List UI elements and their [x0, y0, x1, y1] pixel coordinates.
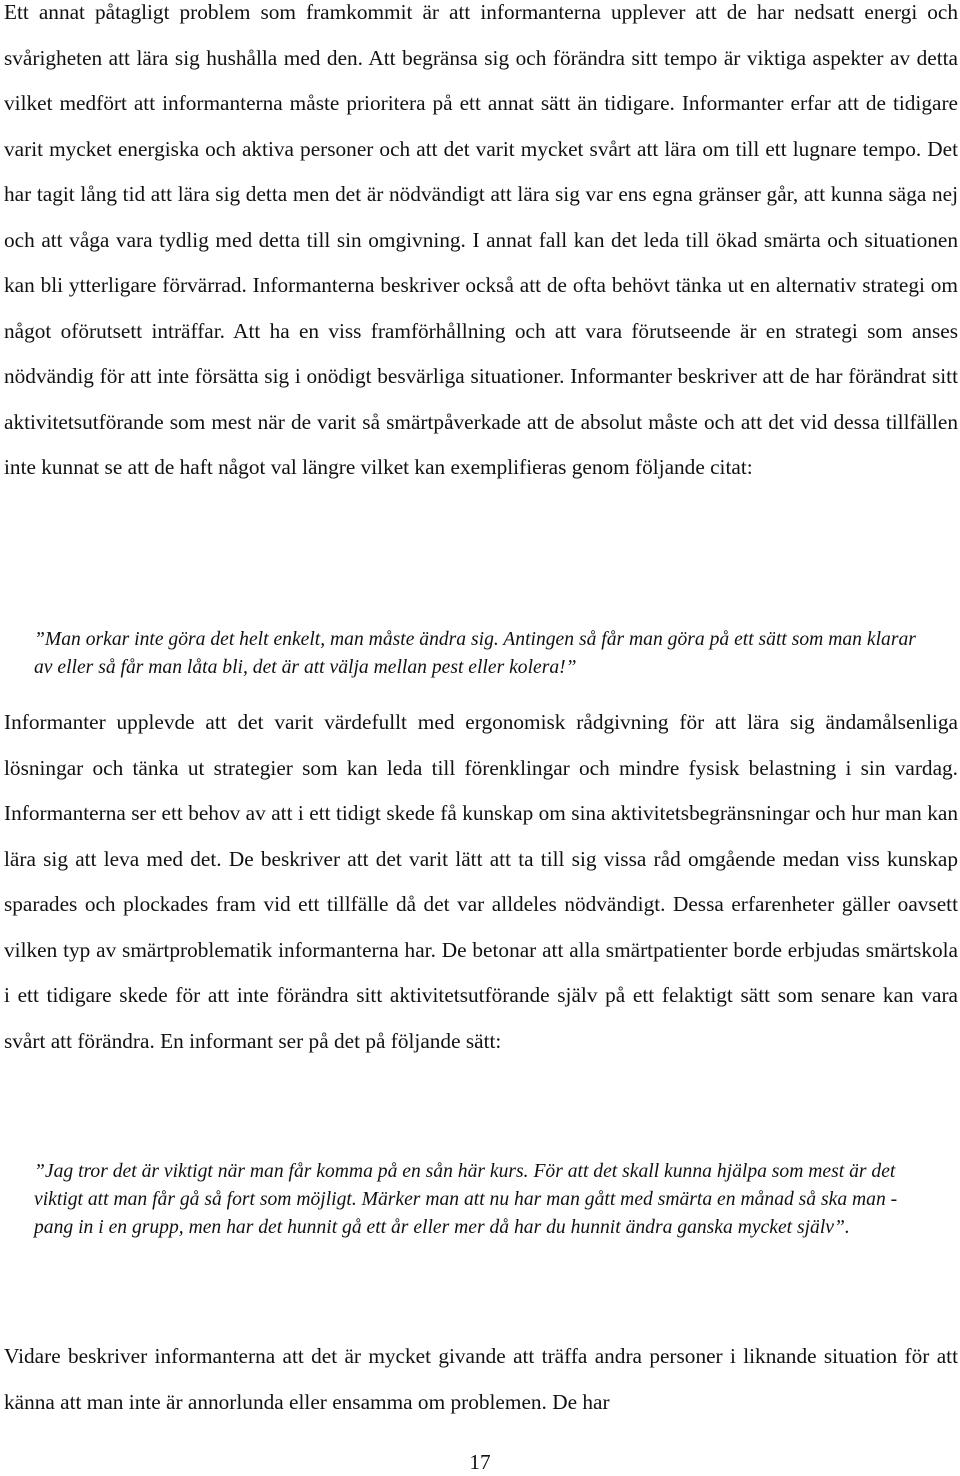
page-number: 17 — [469, 1450, 491, 1474]
body-paragraph-3: Vidare beskriver informanterna att det är mycket givande att träffa andra personer i liknande situation för att känna att man inte är annorlunda eller ensamma om problemen. De har — [4, 1344, 958, 1414]
block-quote-1: ”Man orkar inte göra det helt enkelt, man måste ändra sig. Antingen så får man göra på ett sätt som man klarar av eller så får man låta bli, det är att välja mellan pest eller kolera!” — [34, 629, 916, 678]
body-paragraph-1: Ett annat påtagligt problem som framkommit är att informanterna upplever att de har nedsatt energi och svårigheten att lära sig hushålla med den. Att begränsa sig och förändra sitt tempo är viktiga aspekter av detta vilket medfört att informanterna måste prioritera på ett annat sätt än tidigare. Informanter erfar att de tidigare varit mycket energiska och aktiva personer och att det varit mycket svårt att lära om till ett lugnare tempo. Det har tagit lång tid att lära sig detta men det är nödvändigt att lära sig var ens egna gränser går, att kunna säga nej och att våga vara tydlig med detta till sin omgivning. I annat fall kan det leda till ökad smärta och situationen kan bli ytterligare förvärrad. Informanterna beskriver också att de ofta behövt tänka ut en alternativ strategi om något oförutsett inträffar. Att ha en viss framförhållning och att vara förutseende är en strategi som anses nödvändig för att inte försätta sig i onödigt besvärliga situationer. Informanter beskriver att de har förändrat sitt aktivitetsutförande som mest när de varit så smärtpåverkade att de absolut måste och att det vid dessa tillfällen inte kunnat se att de haft något val längre vilket kan exemplifieras genom följande citat: — [4, 0, 958, 479]
body-paragraph-2: Informanter upplevde att det varit värdefullt med ergonomisk rådgivning för att lära sig ändamålsenliga lösningar och tänka ut strategier som kan leda till förenklingar och mindre fysisk belastning i sin vardag. Informanterna ser ett behov av att i ett tidigt skede få kunskap om sina aktivitetsbegränsningar och hur man kan lära sig att leva med det. De beskriver att det varit lätt att ta till sig vissa råd omgående medan viss kunskap sparades och plockades fram vid ett tillfälle då det var alldeles nödvändigt. Dessa erfarenheter gäller oavsett vilken typ av smärtproblematik informanterna har. De betonar att alla smärtpatienter borde erbjudas smärtskola i ett tidigare skede för att inte förändra sitt aktivitetsutförande själv på ett felaktigt sätt som senare kan vara svårt att förändra. En informant ser på det på följande sätt: — [4, 710, 958, 1053]
block-quote-2: ”Jag tror det är viktigt när man får komma på en sån här kurs. För att det skall kunna hjälpa som mest är det viktigt att man får gå så fort som möjligt. Märker man att nu har man gått med smärta en månad så ska man -pang in i en grupp, men har det hunnit gå ett år eller mer då har du hunnit ändra ganska mycket själv”. — [34, 1161, 898, 1238]
